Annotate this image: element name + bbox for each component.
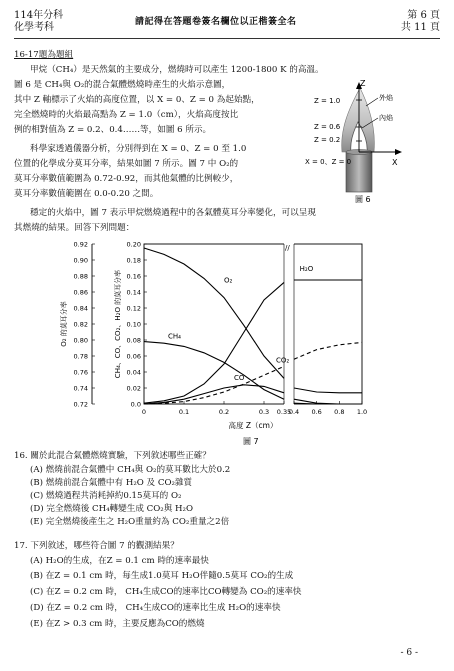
axis-break-gap: [284, 243, 294, 405]
header-right: [401, 10, 440, 34]
para3-line1: 穩定的火焰中，圖 7 表示甲烷燃燒過程中的各氣體莫耳分率變化，可以呈現: [30, 208, 316, 218]
species-axis-label: CH₄、CO、CO₂、H₂O 的莫耳分率: [114, 269, 122, 379]
o2-axis-tick-label: 0.72: [73, 400, 88, 409]
co2-line: [294, 342, 362, 359]
q16-option-a: (A) 燃燒前混合氣體中 CH₄與 O₂的莫耳數比大於0.2: [30, 465, 231, 475]
species-axis-tick-label: 0.04: [126, 368, 141, 377]
ch4-series-label: CH₄: [168, 332, 181, 341]
figure-6-flame-diagram: [300, 80, 450, 205]
q17-stem: 17. 下列敘述，哪些符合圖 7 的觀測結果？: [14, 541, 179, 551]
para1-line3: 其中 Z 軸標示了火焰的高度位置，以 X = 0、Z = 0 為起始點，: [14, 95, 260, 105]
x-axis-tick-label: 1.0: [356, 408, 368, 416]
q17-option-d: (D) 在Z = 0.2 cm 時， CH₄生成CO的速率比生成 H₂O的速率快: [30, 603, 281, 613]
fig6-z10-label: Z = 1.0: [314, 97, 341, 105]
axis-break-mark: //: [285, 244, 290, 252]
x-axis-tick-label: 0.1: [178, 408, 190, 416]
q17-option-b: (B) 在Z = 0.1 cm 時，每生成1.0莫耳 H₂O伴隨0.5莫耳 CO₂的生成: [30, 571, 294, 581]
o2-axis-tick-label: 0.76: [73, 368, 88, 377]
q16-option-d: (D) 完全燃燒後 CH₄轉變生成 CO₂與 H₂O: [30, 504, 194, 514]
fig6-caption: 圖 6: [355, 195, 371, 204]
species-axis-tick-label: 0.16: [126, 272, 141, 281]
fig7-caption: 圖 7: [243, 437, 259, 446]
species-axis-tick-label: 0.02: [126, 384, 141, 393]
exam-year: 114年分科: [14, 10, 64, 21]
o2-line: [294, 388, 362, 393]
exam-subject: 化學考科: [14, 22, 54, 33]
fig6-outer-label: 外焰: [379, 94, 393, 102]
co-series-label: CO: [234, 374, 245, 382]
fig6-z06-label: Z = 0.6: [314, 123, 341, 131]
x-axis-tick-label: 0.8: [334, 408, 345, 416]
x-axis-tick-label: 0.6: [311, 408, 322, 416]
o2-axis-tick-label: 0.80: [73, 336, 88, 345]
page-number: 第 6 頁: [407, 10, 440, 21]
o2-series-label: O₂: [224, 276, 233, 285]
signature-notice: 請記得在答題卷簽名欄位以正楷簽全名: [135, 17, 297, 27]
o2-axis-tick-label: 0.88: [73, 272, 88, 281]
para1-line5: 例的相對值為 Z = 0.2、0.4……等，如圖 6 所示。: [14, 125, 212, 135]
h2o-series-label: H₂O: [299, 265, 314, 274]
para2-line3: 莫耳分率數值範圍為 0.72-0.92，而其他氣體的比例較少，: [14, 174, 239, 184]
para2-line1: 科學家透過儀器分析，分別得到在 X = 0、Z = 0 至 1.0: [30, 144, 247, 154]
x-axis-tick-label: 0.4: [288, 408, 300, 416]
para2-line4: 莫耳分率數值範圍在 0.0-0.20 之間。: [14, 189, 159, 199]
species-axis-tick-label: 0.14: [126, 288, 141, 297]
x-axis-label: 高度 Z（cm）: [228, 421, 278, 430]
species-axis-tick-label: 0.06: [126, 352, 141, 361]
q17-option-e: (E) 在Z > 0.3 cm 時，主要反應為CO的燃燒: [30, 619, 205, 629]
species-axis-tick-label: 0.08: [126, 336, 141, 345]
para3-line2: 其燃燒的結果。回答下列問題：: [14, 223, 135, 233]
o2-line: [144, 248, 284, 378]
fig6-x-label: X: [392, 158, 398, 167]
x-axis-tick-label: 0.3: [258, 408, 270, 416]
x-axis-tick-label: 0: [141, 408, 147, 416]
fig6-origin-label: X = 0、Z = 0: [305, 158, 352, 166]
para1-line2: 圖 6 是 CH₄與 O₂的混合氣體燃燒時產生的火焰示意圖，: [14, 80, 231, 90]
species-axis-tick-label: 0.20: [126, 240, 141, 249]
q16-option-c: (C) 燃燒過程共消耗掉約0.15莫耳的 O₂: [30, 491, 182, 501]
fig6-z02-label: Z = 0.2: [314, 136, 341, 144]
x-axis-tick-label: 0.35: [276, 408, 292, 416]
o2-axis-tick-label: 0.86: [73, 288, 88, 297]
page-footer: - 6 -: [400, 648, 418, 658]
page-total: 共 11 頁: [400, 22, 440, 33]
co2-series-label: CO₂: [276, 356, 290, 365]
group-title: 16-17題為題組: [14, 50, 74, 60]
species-axis-tick-label: 0.10: [126, 320, 141, 329]
species-axis-tick-label: 0.18: [126, 256, 141, 265]
fig6-inner-label: 內焰: [379, 114, 393, 122]
header-divider: [14, 38, 440, 39]
o2-axis-tick-label: 0.82: [73, 320, 88, 329]
para1-line1: 甲烷（CH₄）是天然氣的主要成分，燃燒時可以產生 1200-1800 K 的高溫。: [30, 65, 324, 75]
o2-axis-label: O₂ 的莫耳分率: [60, 301, 68, 347]
o2-axis-tick-label: 0.84: [73, 304, 88, 313]
q16-stem: 16. 關於此混合氣體燃燒實驗，下列敘述哪些正確？: [14, 451, 211, 461]
o2-axis-tick-label: 0.92: [73, 240, 88, 249]
figure-7-chart: [22, 236, 432, 448]
header-left: [14, 10, 63, 34]
o2-axis-tick-label: 0.90: [73, 256, 88, 265]
species-axis-tick-label: 0.0: [130, 400, 141, 409]
q16-option-e: (E) 完全燃燒後產生之 H₂O重量約為 CO₂重量之2倍: [30, 517, 230, 527]
q17-option-a: (A) H₂O的生成，在Z = 0.1 cm 時的速率最快: [30, 556, 209, 566]
q17-option-c: (C) 在Z = 0.2 cm 時， CH₄生成CO的速率比CO轉變為 CO₂的速率快: [30, 587, 302, 597]
fig6-z-label: Z: [360, 80, 366, 88]
h2o-line: [144, 282, 284, 403]
o2-axis-tick-label: 0.74: [73, 384, 88, 393]
para1-line4: 完全燃燒時的火焰最高點為 Z = 1.0（cm），火焰高度按比: [14, 110, 239, 120]
co2-line: [144, 366, 284, 404]
o2-axis-tick-label: 0.78: [73, 352, 88, 361]
para2-line2: 位置的化學成分莫耳分率，結果如圖 7 所示。圖 7 中 O₂的: [14, 159, 239, 169]
x-axis-tick-label: 0.2: [218, 408, 230, 416]
species-axis-tick-label: 0.12: [126, 304, 141, 313]
q16-option-b: (B) 燃燒前混合氣體中有 H₂O 及 CO₂雜質: [30, 478, 193, 488]
chart-svg: [22, 236, 432, 448]
